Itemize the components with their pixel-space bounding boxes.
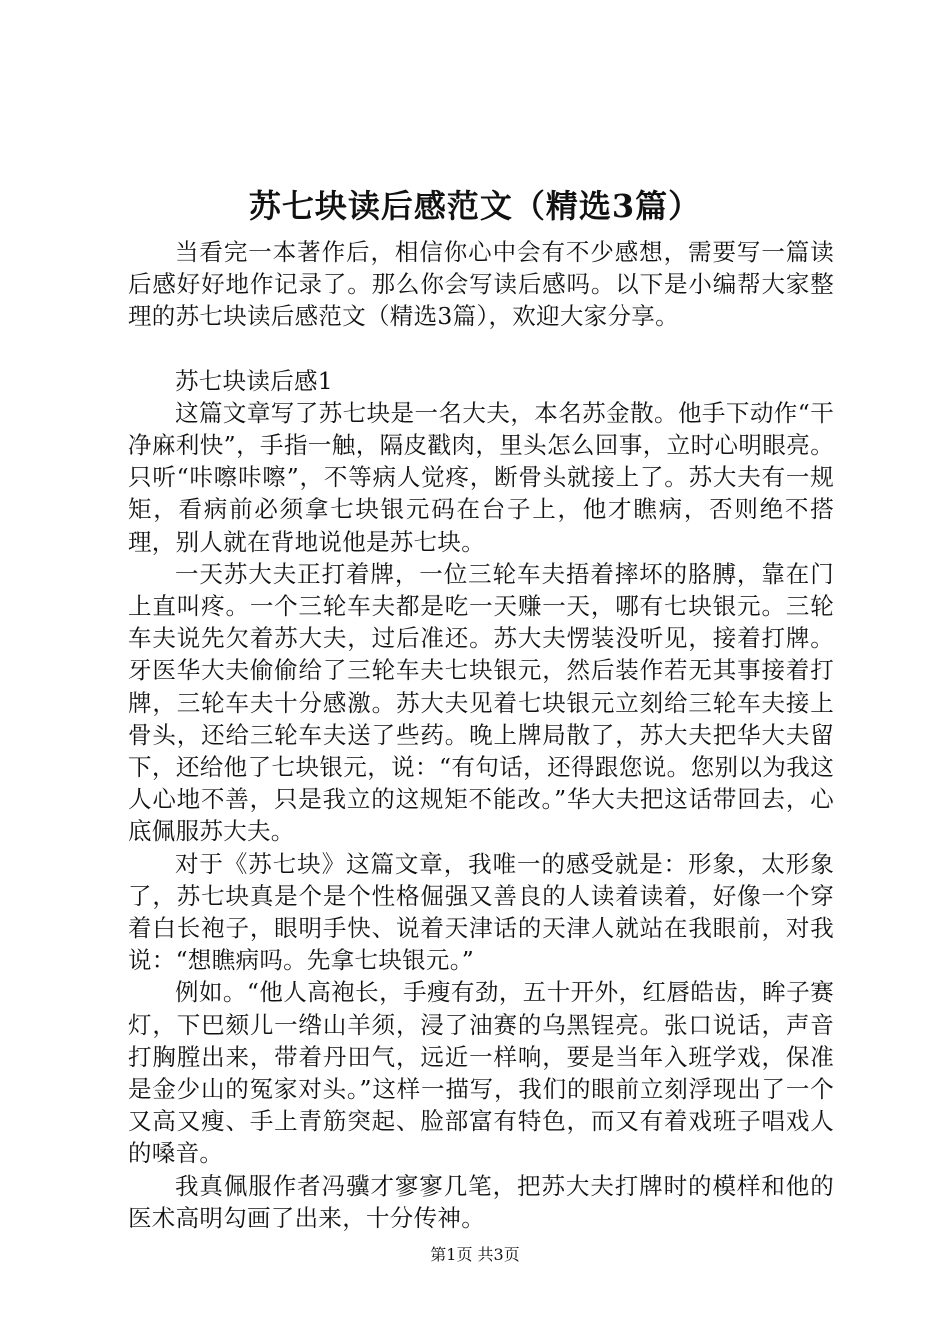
section-heading: 苏七块读后感1 bbox=[175, 366, 334, 395]
document-body bbox=[128, 236, 834, 1234]
body-paragraph: 我真佩服作者冯骥才寥寥几笔，把苏大夫打牌时的模样和他的医术高明勾画了出来，十分传神。 bbox=[128, 1171, 834, 1232]
intro-paragraph: 当看完一本著作后，相信你心中会有不少感想，需要写一篇读后感好好地作记录了。那么你会写读后感吗。以下是小编帮大家整理的苏七块读后感范文（精选3篇），欢迎大家分享。 bbox=[128, 238, 834, 331]
body-paragraph: 这篇文章写了苏七块是一名大夫，本名苏金散。他手下动作“干净麻利快”，手指一触，隔皮戳肉，里头怎么回事，立时心明眼亮。只听“咔嚓咔嚓”，不等病人觉疼，断骨头就接上了。苏大夫有一规矩，看病前必须拿七块银元码在台子上，他才瞧病，否则绝不搭理，别人就在背地说他是苏七块。 bbox=[128, 398, 834, 556]
body-paragraph: 一天苏大夫正打着牌，一位三轮车夫捂着摔坏的胳膊，靠在门上直叫疼。一个三轮车夫都是吃一天赚一天，哪有七块银元。三轮车夫说先欠着苏大夫，过后准还。苏大夫愣装没听见，接着打牌。牙医华大夫偷偷给了三轮车夫七块银元，然后装作若无其事接着打牌，三轮车夫十分感激。苏大夫见着七块银元立刻给三轮车夫接上骨头，还给三轮车夫送了些药。晚上牌局散了，苏大夫把华大夫留下，还给他了七块银元，说：“有句话，还得跟您说。您别以为我这人心地不善，只是我立的这规矩不能改。”华大夫把这话带回去，心底佩服苏大夫。 bbox=[128, 559, 834, 846]
body-paragraph: 对于《苏七块》这篇文章，我唯一的感受就是：形象，太形象了，苏七块真是个是个性格倔强又善良的人读着读着，好像一个穿着白长袍子，眼明手快、说着天津话的天津人就站在我眼前，对我说：“想瞧病吗。先拿七块银元。” bbox=[128, 849, 834, 975]
document-title: 苏七块读后感范文（精选3篇） bbox=[248, 187, 702, 225]
page-footer: 第1页 共3页 bbox=[430, 1245, 520, 1264]
body-paragraph: 例如。“他人高袍长，手瘦有劲，五十开外，红唇皓齿，眸子赛灯，下巴颏儿一绺山羊须，浸了油赛的乌黑锃亮。张口说话，声音打胸膛出来，带着丹田气，远近一样响，要是当年入班学戏，保准是金少山的冤家对头。”这样一描写，我们的眼前立刻浮现出了一个又高又瘦、手上青筋突起、脸部富有特色，而又有着戏班子唱戏人的嗓音。 bbox=[128, 978, 834, 1168]
